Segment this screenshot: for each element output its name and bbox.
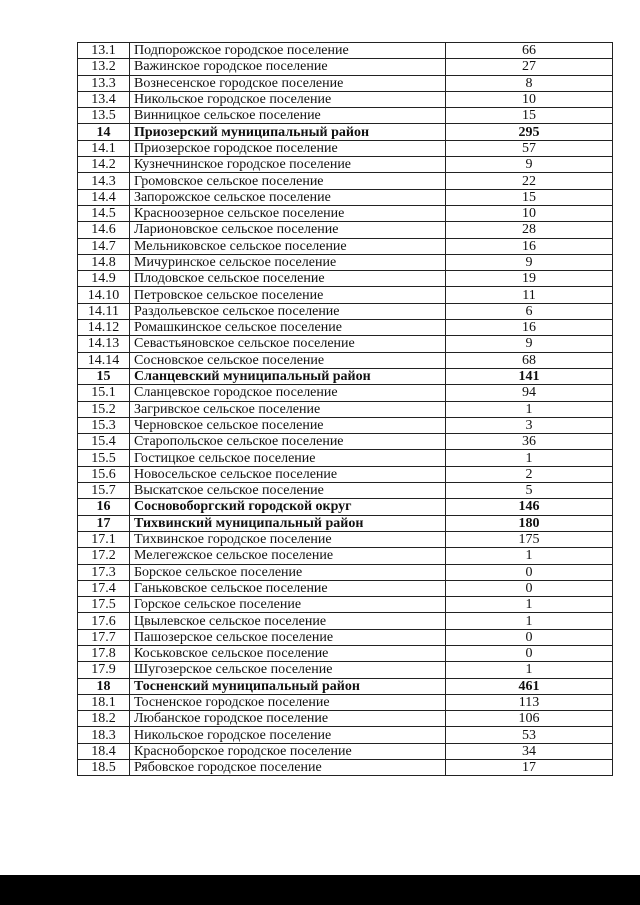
- settlement-name: Тосненское городское поселение: [130, 694, 446, 710]
- settlement-name: Сосновское сельское поселение: [130, 352, 446, 368]
- table-row: [78, 597, 613, 613]
- table-row: [78, 238, 613, 254]
- table-row: [78, 629, 613, 645]
- row-value: 9: [446, 157, 613, 173]
- row-number: 15.4: [78, 434, 130, 450]
- table-row: [78, 548, 613, 564]
- settlement-name: Сосновоборгский городской округ: [130, 499, 446, 515]
- row-value: 15: [446, 108, 613, 124]
- settlement-name: Мичуринское сельское поселение: [130, 254, 446, 270]
- settlement-name: Ромашкинское сельское поселение: [130, 320, 446, 336]
- table-row: [78, 727, 613, 743]
- row-number: 16: [78, 499, 130, 515]
- row-number: 15.7: [78, 483, 130, 499]
- table-row: [78, 352, 613, 368]
- row-value: 1: [446, 450, 613, 466]
- municipality-table: [77, 42, 613, 776]
- settlement-name: Красноборское городское поселение: [130, 743, 446, 759]
- table-row: [78, 743, 613, 759]
- settlement-name: Важинское городское поселение: [130, 59, 446, 75]
- settlement-name: Горское сельское поселение: [130, 597, 446, 613]
- row-number: 14.6: [78, 222, 130, 238]
- row-number: 13.5: [78, 108, 130, 124]
- settlement-name: Мельниковское сельское поселение: [130, 238, 446, 254]
- row-value: 16: [446, 320, 613, 336]
- settlement-name: Старопольское сельское поселение: [130, 434, 446, 450]
- row-number: 15.2: [78, 401, 130, 417]
- row-value: 1: [446, 597, 613, 613]
- table-row: [78, 662, 613, 678]
- row-number: 15.3: [78, 417, 130, 433]
- settlement-name: Борское сельское поселение: [130, 564, 446, 580]
- row-value: 8: [446, 75, 613, 91]
- row-number: 13.3: [78, 75, 130, 91]
- settlement-name: Тихвинский муниципальный район: [130, 515, 446, 531]
- table-row: [78, 466, 613, 482]
- settlement-name: Плодовское сельское поселение: [130, 271, 446, 287]
- row-value: 17: [446, 760, 613, 776]
- row-value: 461: [446, 678, 613, 694]
- district-row: [78, 368, 613, 384]
- table-row: [78, 645, 613, 661]
- settlement-name: Ларионовское сельское поселение: [130, 222, 446, 238]
- settlement-name: Громовское сельское поселение: [130, 173, 446, 189]
- row-number: 18: [78, 678, 130, 694]
- row-value: 0: [446, 580, 613, 596]
- table-row: [78, 320, 613, 336]
- table-row: [78, 711, 613, 727]
- row-value: 15: [446, 189, 613, 205]
- row-value: 180: [446, 515, 613, 531]
- settlement-name: Приозерское городское поселение: [130, 140, 446, 156]
- row-value: 0: [446, 645, 613, 661]
- row-value: 0: [446, 564, 613, 580]
- row-number: 14.11: [78, 303, 130, 319]
- settlement-name: Мелегежское сельское поселение: [130, 548, 446, 564]
- row-number: 15.6: [78, 466, 130, 482]
- row-value: 9: [446, 254, 613, 270]
- settlement-name: Загривское сельское поселение: [130, 401, 446, 417]
- settlement-name: Новосельское сельское поселение: [130, 466, 446, 482]
- table-row: [78, 531, 613, 547]
- table-row: [78, 43, 613, 59]
- row-number: 13.1: [78, 43, 130, 59]
- row-number: 14.10: [78, 287, 130, 303]
- row-number: 18.2: [78, 711, 130, 727]
- row-value: 16: [446, 238, 613, 254]
- row-value: 1: [446, 401, 613, 417]
- row-value: 9: [446, 336, 613, 352]
- settlement-name: Тосненский муниципальный район: [130, 678, 446, 694]
- table-row: [78, 91, 613, 107]
- table-row: [78, 450, 613, 466]
- row-number: 15.5: [78, 450, 130, 466]
- table-row: [78, 287, 613, 303]
- row-number: 17.2: [78, 548, 130, 564]
- settlement-name: Приозерский муниципальный район: [130, 124, 446, 140]
- row-value: 106: [446, 711, 613, 727]
- settlement-name: Любанское городское поселение: [130, 711, 446, 727]
- row-number: 15.1: [78, 385, 130, 401]
- row-value: 175: [446, 531, 613, 547]
- table-row: [78, 157, 613, 173]
- settlement-name: Ганьковское сельское поселение: [130, 580, 446, 596]
- settlement-name: Тихвинское городское поселение: [130, 531, 446, 547]
- row-value: 6: [446, 303, 613, 319]
- table-row: [78, 580, 613, 596]
- settlement-name: Красноозерное сельское поселение: [130, 205, 446, 221]
- table-row: [78, 303, 613, 319]
- row-number: 14.8: [78, 254, 130, 270]
- table-row: [78, 173, 613, 189]
- settlement-name: Выскатское сельское поселение: [130, 483, 446, 499]
- district-row: [78, 515, 613, 531]
- row-number: 18.3: [78, 727, 130, 743]
- row-value: 53: [446, 727, 613, 743]
- table-row: [78, 401, 613, 417]
- settlement-name: Цвылевское сельское поселение: [130, 613, 446, 629]
- table-body: [78, 43, 613, 776]
- row-number: 13.2: [78, 59, 130, 75]
- settlement-name: Шугозерское сельское поселение: [130, 662, 446, 678]
- settlement-name: Подпорожское городское поселение: [130, 43, 446, 59]
- row-value: 295: [446, 124, 613, 140]
- settlement-name: Севастьяновское сельское поселение: [130, 336, 446, 352]
- row-number: 14.3: [78, 173, 130, 189]
- table-row: [78, 483, 613, 499]
- row-number: 14.13: [78, 336, 130, 352]
- row-value: 66: [446, 43, 613, 59]
- row-number: 18.4: [78, 743, 130, 759]
- row-number: 14.9: [78, 271, 130, 287]
- row-number: 14.12: [78, 320, 130, 336]
- row-number: 14.4: [78, 189, 130, 205]
- settlement-name: Кузнечнинское городское поселение: [130, 157, 446, 173]
- settlement-name: Запорожское сельское поселение: [130, 189, 446, 205]
- settlement-name: Вознесенское городское поселение: [130, 75, 446, 91]
- table-row: [78, 613, 613, 629]
- table-row: [78, 108, 613, 124]
- row-value: 57: [446, 140, 613, 156]
- row-value: 68: [446, 352, 613, 368]
- settlement-name: Коськовское сельское поселение: [130, 645, 446, 661]
- settlement-name: Пашозерское сельское поселение: [130, 629, 446, 645]
- row-number: 17: [78, 515, 130, 531]
- settlement-name: Гостицкое сельское поселение: [130, 450, 446, 466]
- row-number: 18.1: [78, 694, 130, 710]
- row-number: 14.5: [78, 205, 130, 221]
- row-number: 17.8: [78, 645, 130, 661]
- row-value: 34: [446, 743, 613, 759]
- row-value: 113: [446, 694, 613, 710]
- row-number: 14.7: [78, 238, 130, 254]
- row-value: 36: [446, 434, 613, 450]
- table-row: [78, 694, 613, 710]
- row-number: 17.3: [78, 564, 130, 580]
- settlement-name: Петровское сельское поселение: [130, 287, 446, 303]
- row-number: 17.9: [78, 662, 130, 678]
- row-number: 14.14: [78, 352, 130, 368]
- row-number: 17.6: [78, 613, 130, 629]
- table-row: [78, 254, 613, 270]
- table-row: [78, 222, 613, 238]
- table-row: [78, 205, 613, 221]
- row-value: 10: [446, 91, 613, 107]
- district-row: [78, 124, 613, 140]
- settlement-name: Сланцевское городское поселение: [130, 385, 446, 401]
- row-number: 13.4: [78, 91, 130, 107]
- table-row: [78, 434, 613, 450]
- table-row: [78, 385, 613, 401]
- settlement-name: Раздольевское сельское поселение: [130, 303, 446, 319]
- row-value: 146: [446, 499, 613, 515]
- table-row: [78, 271, 613, 287]
- table-row: [78, 336, 613, 352]
- row-value: 0: [446, 629, 613, 645]
- row-value: 94: [446, 385, 613, 401]
- table-row: [78, 140, 613, 156]
- row-value: 11: [446, 287, 613, 303]
- row-value: 1: [446, 548, 613, 564]
- row-value: 28: [446, 222, 613, 238]
- row-number: 14.2: [78, 157, 130, 173]
- table-row: [78, 564, 613, 580]
- settlement-name: Сланцевский муниципальный район: [130, 368, 446, 384]
- row-number: 14: [78, 124, 130, 140]
- settlement-name: Никольское городское поселение: [130, 727, 446, 743]
- row-value: 1: [446, 662, 613, 678]
- settlement-name: Черновское сельское поселение: [130, 417, 446, 433]
- row-number: 17.7: [78, 629, 130, 645]
- row-value: 3: [446, 417, 613, 433]
- table-row: [78, 59, 613, 75]
- row-number: 17.1: [78, 531, 130, 547]
- table-row: [78, 760, 613, 776]
- settlement-name: Винницкое сельское поселение: [130, 108, 446, 124]
- row-number: 14.1: [78, 140, 130, 156]
- table-row: [78, 417, 613, 433]
- row-value: 19: [446, 271, 613, 287]
- row-value: 10: [446, 205, 613, 221]
- district-row: [78, 499, 613, 515]
- table-row: [78, 189, 613, 205]
- row-value: 2: [446, 466, 613, 482]
- row-value: 22: [446, 173, 613, 189]
- scan-bottom-band: [0, 875, 640, 905]
- settlement-name: Никольское городское поселение: [130, 91, 446, 107]
- row-value: 5: [446, 483, 613, 499]
- row-number: 17.5: [78, 597, 130, 613]
- row-number: 17.4: [78, 580, 130, 596]
- district-row: [78, 678, 613, 694]
- row-value: 1: [446, 613, 613, 629]
- row-number: 15: [78, 368, 130, 384]
- row-value: 27: [446, 59, 613, 75]
- row-value: 141: [446, 368, 613, 384]
- settlement-name: Рябовское городское поселение: [130, 760, 446, 776]
- table-row: [78, 75, 613, 91]
- row-number: 18.5: [78, 760, 130, 776]
